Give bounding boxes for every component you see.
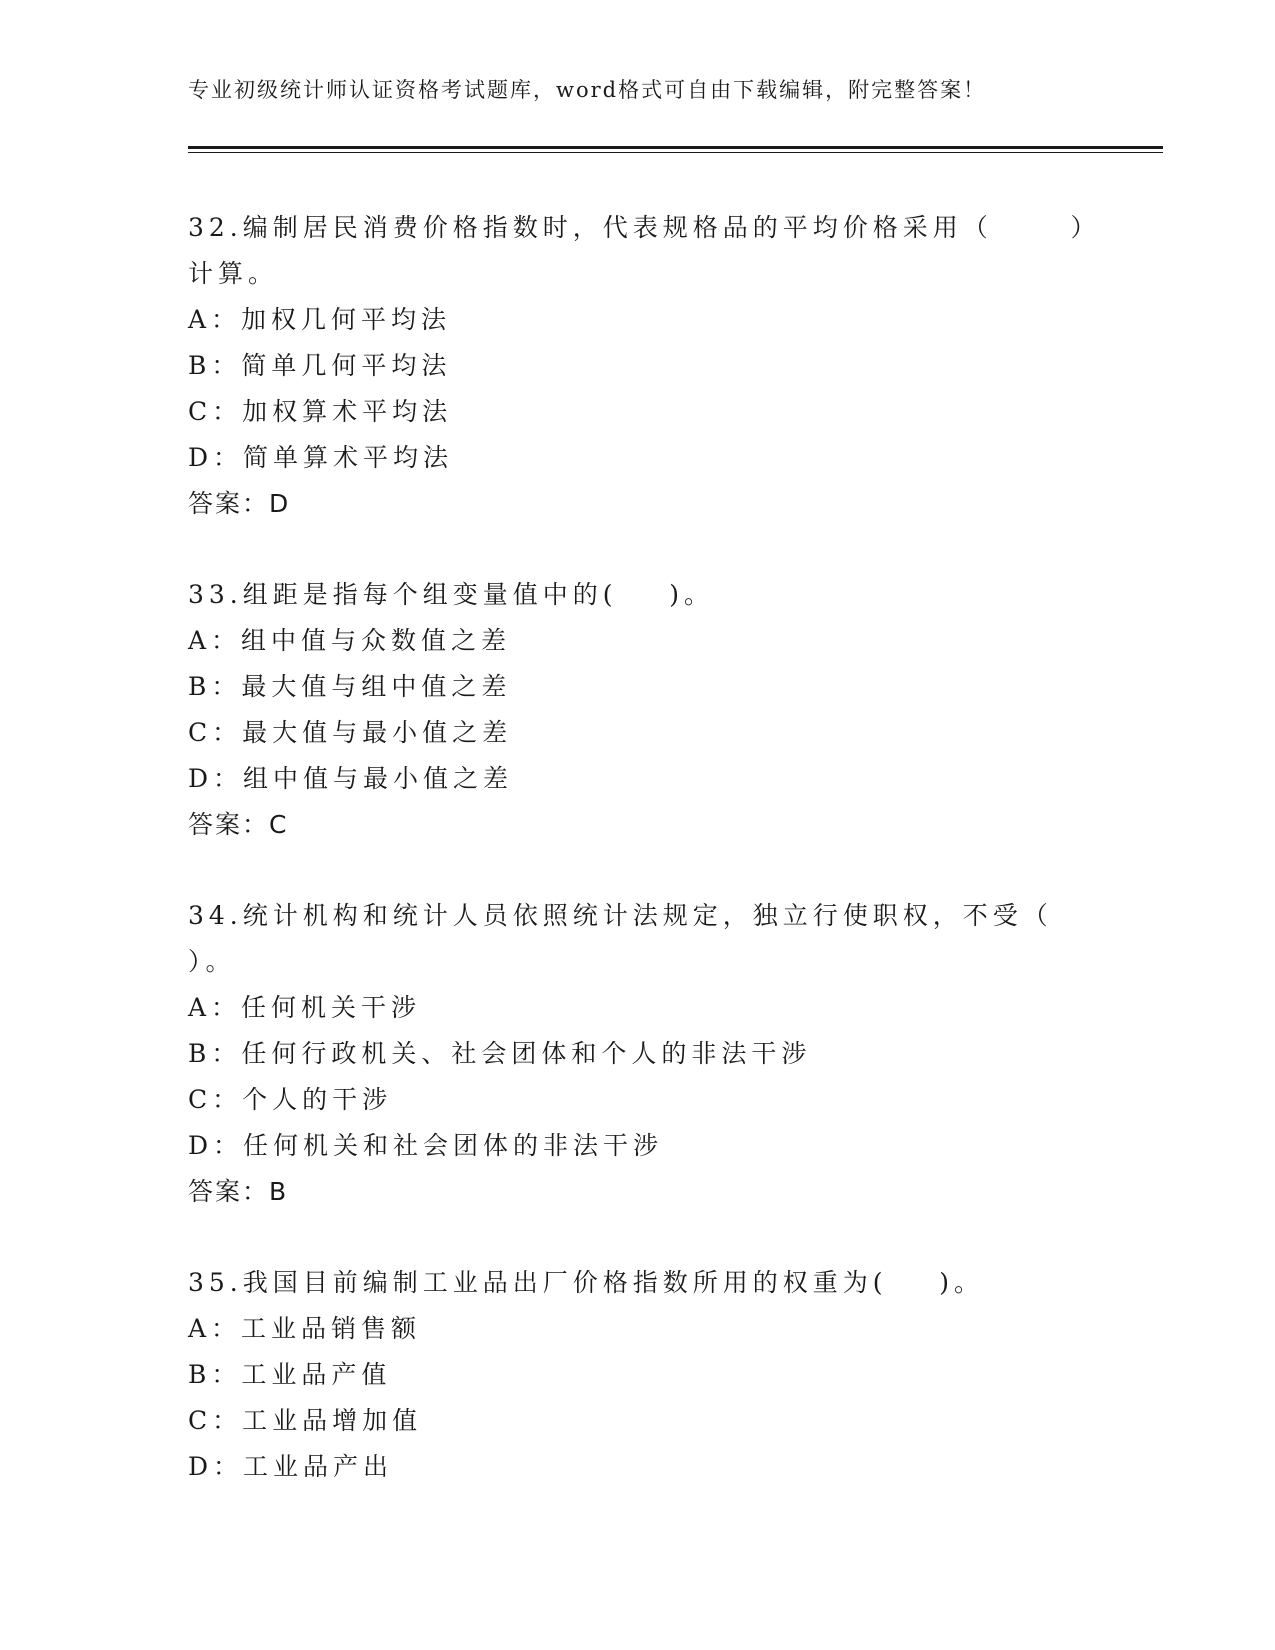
header-divider-thin xyxy=(188,152,1163,153)
header-divider-thick xyxy=(188,146,1163,149)
question-stem: 35.我国目前编制工业品出厂价格指数所用的权重为( )。 xyxy=(188,1268,985,1297)
option-a: A：工业品销售额 xyxy=(188,1314,422,1343)
answer: 答案：B xyxy=(188,1177,289,1206)
question-stem: 32.编制居民消费价格指数时，代表规格品的平均价格采用（ ） xyxy=(188,213,1101,242)
option-b: B：任何行政机关、社会团体和个人的非法干涉 xyxy=(188,1039,812,1068)
question-stem: 33.组距是指每个组变量值中的( )。 xyxy=(188,580,715,609)
answer: 答案：C xyxy=(188,810,289,839)
option-d: D：任何机关和社会团体的非法干涉 xyxy=(188,1131,664,1160)
option-c: C：工业品增加值 xyxy=(188,1406,423,1435)
option-b: B：工业品产值 xyxy=(188,1360,392,1389)
option-d: D：组中值与最小值之差 xyxy=(188,764,514,793)
option-b: B：最大值与组中值之差 xyxy=(188,672,512,701)
question-35 xyxy=(188,1260,1088,1490)
option-d: D：简单算术平均法 xyxy=(188,443,454,472)
question-34 xyxy=(188,893,1088,1215)
option-a: A：加权几何平均法 xyxy=(188,305,452,334)
option-c: C：最大值与最小值之差 xyxy=(188,718,513,747)
option-a: A：组中值与众数值之差 xyxy=(188,626,512,655)
question-stem: 34.统计机构和统计人员依照统计法规定，独立行使职权，不受（ xyxy=(188,901,1053,930)
option-c: C：个人的干涉 xyxy=(188,1085,393,1114)
option-b: B：简单几何平均法 xyxy=(188,351,452,380)
option-c: C：加权算术平均法 xyxy=(188,397,453,426)
question-stem-continued: 计算。 xyxy=(188,259,279,288)
question-stem-continued: ）。 xyxy=(188,947,236,976)
answer: 答案：D xyxy=(188,489,291,518)
option-a: A：任何机关干涉 xyxy=(188,993,422,1022)
option-d: D：工业品产出 xyxy=(188,1452,394,1481)
question-list xyxy=(188,205,1101,1535)
question-32 xyxy=(188,205,1101,527)
page-header: 专业初级统计师认证资格考试题库，word格式可自由下载编辑，附完整答案！ xyxy=(188,78,987,102)
question-33 xyxy=(188,572,1088,848)
